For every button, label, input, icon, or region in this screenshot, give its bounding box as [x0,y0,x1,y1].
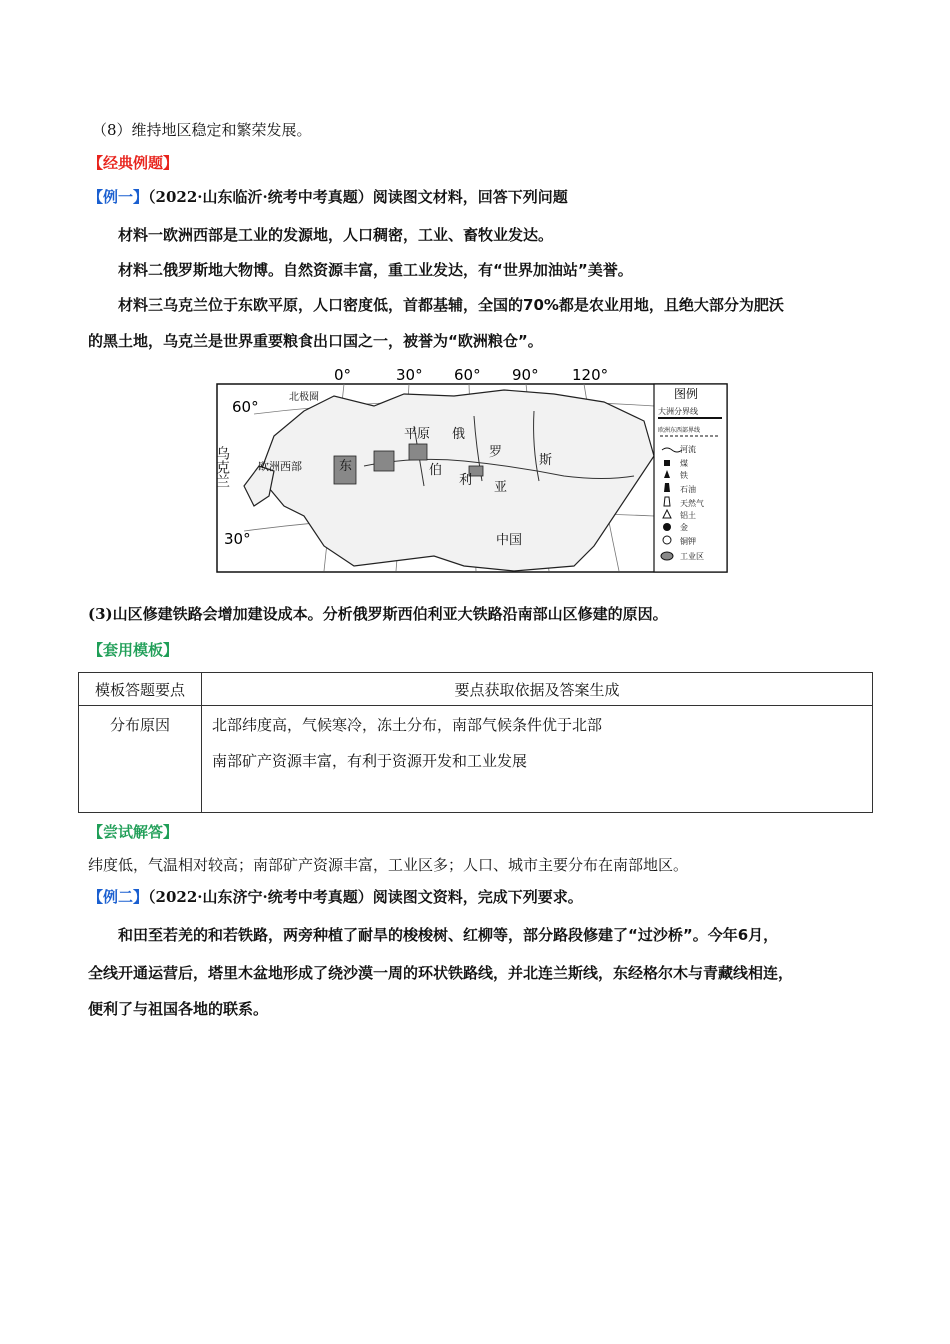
template-table [78,672,873,813]
map-lon-60: 60° [454,366,481,384]
template-row-line-1: 北部纬度高，气候寒冷，冻土分布，南部气候条件优于北部 [212,716,603,734]
example2-line3: 便利了与祖国各地的联系。 [88,1000,269,1018]
template-header-points: 模板答题要点 [79,673,202,706]
example1-material3-line2: 的黑土地，乌克兰是世界重要粮食出口国之一，被誉为“欧洲粮仓”。 [88,332,543,350]
section-classic-heading: 【经典例题】 [88,154,179,172]
map-legend [654,384,727,572]
map-lon-0: 0° [334,366,352,384]
map-lon-90: 90° [512,366,539,384]
example2-tag: 【例二】 [88,888,149,906]
example1-tag: 【例一】 [88,188,149,206]
map-label-plain: 平原 [404,427,431,442]
example1-material2: 材料二俄罗斯地大物博。自然资源丰富，重工业发达，有“世界加油站”美誉。 [118,261,633,279]
legend-river: 河流 [680,445,696,454]
legend-continent-boundary: 大洲分界线 [658,407,698,416]
template-row-content [202,706,873,813]
example2-source: （2022·山东济宁·统考中考真题）阅读图文资料，完成下列要求。 [148,888,583,906]
map-label-ukraine: 乌克兰 [214,446,230,488]
map-label-russia-si: 斯 [539,453,553,468]
map-lon-30: 30° [396,366,423,384]
example2-line2: 全线开通运营后，塔里木盆地形成了绕沙漠一周的环状铁路线，并北连兰斯线，东经格尔木与青藏线相连， [88,964,794,982]
section-try-heading: 【尝试解答】 [88,823,179,841]
answer-text: 纬度低，气温相对较高；南部矿产资源丰富，工业区多；人口、城市主要分布在南部地区。 [88,856,689,874]
example1-source: （2022·山东临沂·统考中考真题）阅读图文材料，回答下列问题 [148,188,568,206]
legend-gold: 金 [680,523,688,532]
legend-bauxite: 铝土 [680,511,696,520]
legend-industrial-zone: 工业区 [680,552,704,561]
legend-iron: 铁 [680,471,688,480]
template-table-header-row [79,673,873,706]
section-template-heading: 【套用模板】 [88,641,179,659]
example1-header [88,187,568,207]
russia-map-figure [214,366,730,576]
map-label-china: 中国 [496,533,523,548]
intro-line-8: （8）维持地区稳定和繁荣发展。 [92,121,312,139]
map-label-east: 东 [339,459,353,474]
map-label-russia-luo: 罗 [489,445,503,460]
map-label-arctic: 北极圈 [289,392,319,403]
legend-europe-boundary: 欧洲东西部界线 [658,427,701,434]
map-label-siberia-li: 利 [459,473,473,488]
legend-copper-potash: 铜钾 [680,537,696,546]
map-lat-30: 30° [224,530,251,548]
map-lat-60: 60° [232,398,259,416]
template-table-row [79,706,873,813]
example1-question3: (3)山区修建铁路会增加建设成本。分析俄罗斯西伯利亚大铁路沿南部山区修建的原因。 [88,605,668,623]
example1-material1: 材料一欧洲西部是工业的发源地，人口稠密，工业、畜牧业发达。 [118,226,554,244]
legend-title: 图例 [674,387,699,401]
example1-material3-line1: 材料三乌克兰位于东欧平原，人口密度低，首都基辅，全国的70%都是农业用地，且绝大部分为肥沃 [118,296,784,314]
legend-coal: 煤 [680,459,688,468]
example2-line1: 和田至若羌的和若铁路，两旁种植了耐旱的梭梭树、红柳等，部分路段修建了“过沙桥”。今年6月， [118,926,779,944]
map-label-siberia-ya: 亚 [494,480,508,495]
map-label-siberia-bo: 伯 [429,463,443,478]
template-row-label: 分布原因 [79,706,202,813]
template-row-line-2: 南部矿产资源丰富，有利于资源开发和工业发展 [212,752,528,770]
legend-gas: 天然气 [680,499,704,508]
legend-oil: 石油 [680,485,696,494]
template-header-basis: 要点获取依据及答案生成 [202,673,873,706]
map-label-west-europe: 欧洲西部 [258,460,302,473]
example2-header [88,887,583,907]
map-label-russia-e: 俄 [452,427,466,442]
map-lon-120: 120° [572,366,609,384]
